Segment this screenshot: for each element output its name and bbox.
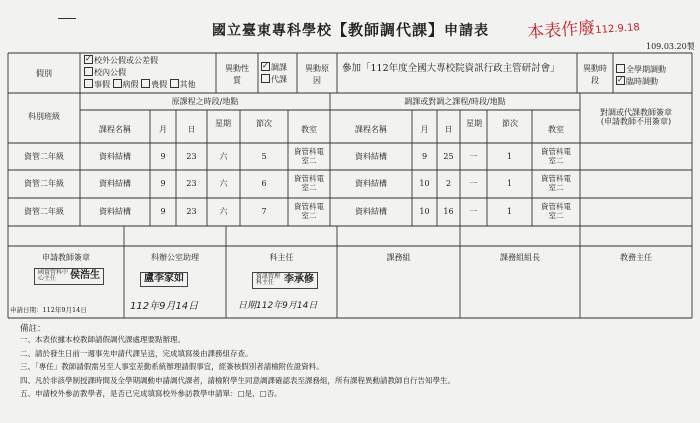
title-suffix: 申請表: [444, 23, 490, 39]
class-header: 科別班級: [28, 112, 60, 121]
note-item-1: 一、本表依據本校教師請假調代課處理要點辦理。: [20, 335, 185, 344]
checkbox-icon: [113, 79, 122, 88]
orig-day-cell: 23: [186, 151, 197, 161]
period-options: [616, 64, 666, 88]
form-version: 109.03.20製: [646, 42, 695, 51]
teacher-date: 申請日期：112年9月14日: [10, 306, 87, 314]
checkbox-icon: [170, 79, 179, 88]
sign-header: [580, 108, 692, 126]
orig-col-course: 課程名稱: [99, 125, 131, 134]
orig-col-room: 教室: [301, 125, 317, 134]
void-date: 112.9.18: [594, 22, 641, 37]
chair-stamp-name: 李承修: [284, 274, 314, 286]
period-label: 異動時段: [583, 64, 607, 85]
orig-weekday-cell: 六: [219, 206, 228, 216]
leave-option-label: 其他: [179, 80, 196, 89]
note-item-3: 三、「專任」教師請假需另至人事室差勤系統辦理請假事宜，經簽核假別者請檢附佐證資料。: [20, 362, 324, 371]
orig-room-cell: 資管科電室二: [294, 146, 324, 165]
leave-option-public-off-campus[interactable]: [84, 55, 214, 67]
new-day-cell: 2: [445, 178, 452, 188]
leave-option-bereavement[interactable]: [141, 80, 167, 89]
sig-header-assistant: 科辦公室助理: [151, 253, 199, 262]
orig-period-cell: 7: [261, 206, 267, 216]
teacher-stamp-name: 侯浩生: [70, 270, 100, 282]
teacher-stamp: [34, 268, 104, 285]
orig-day-cell: 23: [186, 178, 197, 188]
new-day-cell: 16: [443, 206, 454, 216]
orig-month-cell: 9: [160, 206, 166, 216]
period-option-label: 臨時調動: [626, 77, 658, 86]
leave-option-other[interactable]: [170, 80, 196, 89]
assistant-date: 112年9月14日: [130, 301, 199, 312]
nature-label: 異動性質: [225, 64, 249, 85]
orig-period-cell: 5: [261, 151, 267, 161]
new-col-period: 節次: [502, 119, 518, 128]
chair-stamp-org: 資訊管理科主任: [256, 273, 281, 287]
notes-label: 備註：: [20, 324, 46, 334]
leave-option-public-on-campus[interactable]: [84, 67, 214, 79]
leave-options: [84, 55, 214, 91]
leave-option-row: [84, 79, 214, 91]
leave-option-label: 病假: [122, 80, 139, 89]
chair-stamp: [252, 272, 318, 289]
new-weekday-cell: 一: [469, 178, 478, 188]
checkbox-icon: [84, 67, 93, 76]
orig-room-cell: 資管科電室二: [294, 201, 324, 220]
new-weekday-cell: 一: [469, 151, 478, 161]
nature-option-substitute[interactable]: [261, 74, 287, 86]
new-period-cell: 1: [506, 178, 513, 188]
orig-month-cell: 9: [160, 178, 166, 188]
orig-col-period: 節次: [256, 119, 272, 128]
new-course-cell: 資料結構: [355, 151, 387, 161]
orig-course-cell: 資料結構: [99, 206, 131, 216]
new-period-cell: 1: [506, 206, 513, 216]
notes-list: [20, 333, 690, 401]
checkbox-checked-icon: [616, 76, 625, 85]
orig-period-cell: 6: [261, 178, 267, 188]
new-month-cell: 9: [421, 151, 428, 161]
orig-weekday-cell: 六: [219, 178, 228, 188]
sig-header-chair: 科主任: [269, 253, 294, 262]
new-room-cell: 資管科電室二: [541, 146, 571, 165]
new-room-cell: 資管科電室二: [541, 173, 571, 192]
orig-course-cell: 資料結構: [99, 151, 131, 161]
nature-option-label: 代課: [271, 75, 287, 84]
new-col-month: 月: [420, 125, 429, 134]
leave-label: 假別: [36, 69, 52, 78]
new-col-course: 課程名稱: [355, 125, 387, 134]
leave-option-label: 喪假: [151, 80, 168, 89]
orig-weekday-cell: 六: [219, 151, 228, 161]
note-item-2: 二、請於發生日前一週事先申請代課呈送，完成填寫後由課務組存查。: [20, 348, 253, 358]
sig-header-curriculum-chief: 課務組組長: [500, 253, 540, 262]
leave-option-label: 校內公假: [94, 68, 126, 77]
new-course-cell: 資料結構: [355, 178, 387, 188]
sig-header-curriculum: 課務組: [386, 253, 411, 262]
title-school: 國立臺東專科學校: [212, 23, 332, 39]
checkbox-icon: [261, 74, 270, 83]
sig-header-teacher: 申請教師簽章: [42, 253, 90, 262]
title-bracket: 【教師調代課】: [332, 21, 445, 39]
note-item-5: 五、申請校外參訪教學者，是否已完成填寫校外參訪教學申請單：□是、□否。: [20, 389, 282, 398]
orig-header: 原課程之時段/地點: [171, 97, 239, 106]
teacher-stamp-org: 國資管科中心主任: [38, 269, 69, 283]
new-period-cell: 1: [506, 151, 513, 161]
sign-header-title: 對調或代課教師簽章: [600, 108, 672, 117]
void-text: 本表作廢: [526, 18, 596, 43]
leave-option-label: 校外公假或公差假: [94, 56, 158, 65]
orig-col-month: 月: [159, 125, 167, 134]
new-course-cell: 資料結構: [355, 206, 387, 216]
nature-option-label: 調課: [271, 63, 287, 72]
class-cell: 資管二年級: [24, 206, 64, 216]
orig-col-weekday: 星期: [215, 119, 231, 128]
checkbox-checked-icon: [261, 62, 270, 71]
new-month-cell: 10: [419, 206, 430, 216]
chair-date: 日期112年9月14日: [238, 301, 318, 311]
new-col-room: 教室: [548, 125, 564, 134]
orig-day-cell: 23: [186, 206, 197, 216]
checkbox-icon: [141, 79, 150, 88]
sig-header-dean: 教務主任: [620, 253, 652, 262]
new-day-cell: 25: [443, 151, 454, 161]
new-month-cell: 10: [419, 178, 430, 188]
sign-header-sub: (申請教師不用簽章): [600, 117, 672, 127]
leave-option-sick[interactable]: [113, 80, 139, 89]
orig-course-cell: 資料結構: [99, 178, 131, 188]
orig-month-cell: 9: [160, 151, 166, 161]
reason-label: 異動原因: [305, 64, 329, 85]
orig-col-day: 日: [187, 125, 196, 134]
new-room-cell: 資管科電室二: [541, 201, 571, 220]
assistant-stamp: [140, 272, 188, 287]
new-header: 調課或對調之課程/時段/地點: [404, 97, 506, 106]
assistant-stamp-name: 盧李家如: [144, 273, 184, 284]
period-option-temporary[interactable]: [616, 76, 666, 88]
class-cell: 資管二年級: [24, 178, 64, 188]
new-col-weekday: 星期: [466, 119, 482, 128]
orig-room-cell: 資管科電室二: [294, 173, 324, 192]
new-col-day: 日: [444, 125, 453, 134]
nature-options: [261, 62, 287, 86]
checkbox-icon: [84, 79, 93, 88]
nature-option-swap[interactable]: [261, 62, 287, 74]
note-item-4: 四、凡於非該學制授課時間及全學期調動申請調代課者，請檢附學生同意調課確認表至課務組，所有課程異動請教師自行告知學生。: [20, 375, 455, 385]
checkbox-icon: [616, 64, 625, 73]
new-weekday-cell: 一: [469, 206, 478, 216]
leave-option-label: 事假: [94, 80, 110, 89]
leave-option-personal[interactable]: [84, 80, 110, 89]
period-option-label: 全學期調動: [626, 65, 666, 74]
reason-text: 參加「112年度全國大專校院資訊行政主管研討會」: [342, 63, 560, 74]
class-cell: 資管二年級: [24, 151, 64, 161]
checkbox-checked-icon: [84, 55, 93, 64]
